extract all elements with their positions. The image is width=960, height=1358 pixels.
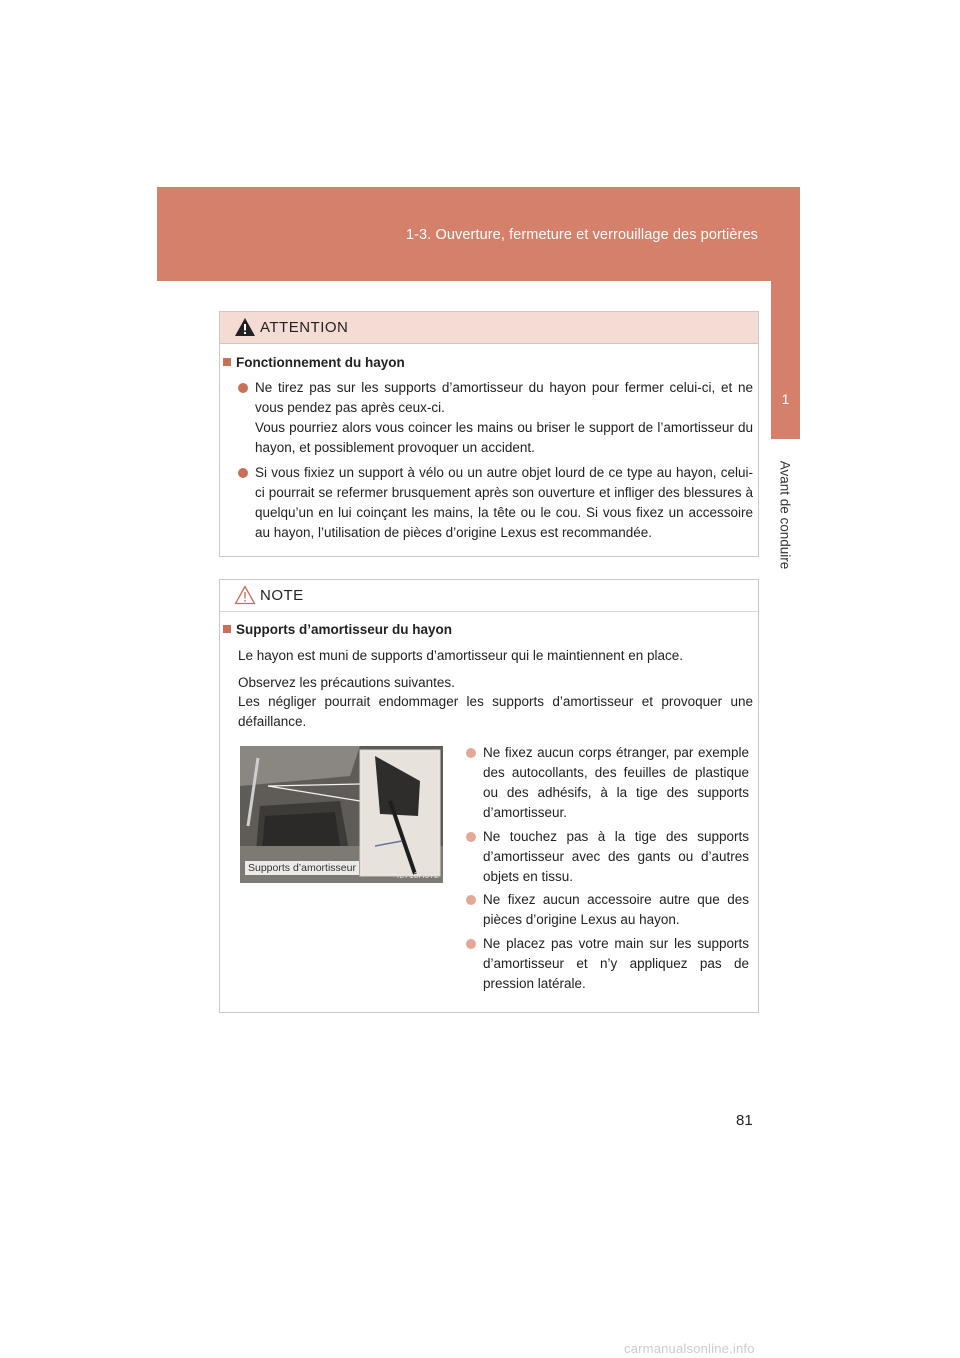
attention-bullet: Ne tirez pas sur les supports d’amortisseur du hayon pour fermer celui-ci, et ne vous pendez pas après ceux-ci.	[238, 378, 753, 418]
note-section-title: Supports d’amortisseur du hayon	[223, 622, 452, 637]
chapter-tab	[771, 281, 800, 439]
caution-outline-icon	[234, 585, 256, 605]
note-precautions-consequence: Les négliger pourrait endommager les supports d’amortisseur et provoquer une défaillance.	[238, 694, 753, 729]
warning-icon	[234, 317, 256, 337]
bullet-dot-icon	[466, 939, 476, 949]
bullet-dot-icon	[466, 895, 476, 905]
note-bullet: Ne fixez aucun accessoire autre que des pièces d’origine Lexus au hayon.	[466, 890, 749, 930]
attention-header	[220, 312, 758, 344]
square-bullet-icon	[223, 358, 231, 366]
bullet-dot-icon	[238, 383, 248, 393]
chapter-label-container	[770, 450, 800, 580]
note-precautions-line: Observez les précautions suivantes.	[238, 675, 455, 690]
attention-title: ATTENTION	[260, 319, 349, 336]
note-bullet: Ne fixez aucun corps étranger, par exemple des autocollants, des feuilles de plastique ou des adhésifs, à la tige des supports d’amortisseur.	[466, 743, 749, 823]
note-intro: Le hayon est muni de supports d’amortisseur qui le maintiennent en place.	[238, 648, 684, 663]
note-box	[219, 579, 759, 1013]
chapter-number: 1	[781, 391, 790, 407]
square-bullet-icon	[223, 625, 231, 633]
chapter-label: Avant de conduire	[777, 460, 793, 570]
bullet-dot-icon	[238, 468, 248, 478]
attention-box	[219, 311, 759, 557]
page-number: 81	[736, 1112, 753, 1129]
bullet-dot-icon	[466, 748, 476, 758]
note-bullet: Ne touchez pas à la tige des supports d’amortisseur avec des gants ou d’autres objets en tissu.	[466, 827, 749, 887]
bullet-dot-icon	[466, 832, 476, 842]
footer-url[interactable]: carmanualsonline.info	[624, 1341, 755, 1356]
photo-caption: Supports d’amortisseur	[245, 861, 359, 875]
photo-code: ILY13H072	[396, 871, 439, 880]
section-title: 1-3. Ouverture, fermeture et verrouillage des portières	[405, 227, 758, 243]
tailgate-photo	[240, 746, 443, 883]
note-bullet: Ne placez pas votre main sur les supports d’amortisseur et n’y appliquez pas de pression latérale.	[466, 934, 749, 994]
attention-paragraph: Vous pourriez alors vous coincer les mains ou briser le support de l’amortisseur du hayon, et possiblement provoquer un accident.	[255, 420, 753, 455]
note-header	[220, 580, 758, 612]
attention-bullet: Si vous fixiez un support à vélo ou un autre objet lourd de ce type au hayon, celui-ci pourrait se refermer brusquement après son ouverture et infliger des blessures à quelqu’un en lui coinçant les mains, la tête ou le cou. Si vous fixez un accessoire au hayon, l’utilisation de pièces d’origine Lexus est recommandée.	[238, 463, 753, 543]
chapter-header	[157, 187, 800, 281]
attention-section-title: Fonctionnement du hayon	[223, 355, 405, 370]
note-title: NOTE	[260, 587, 304, 604]
